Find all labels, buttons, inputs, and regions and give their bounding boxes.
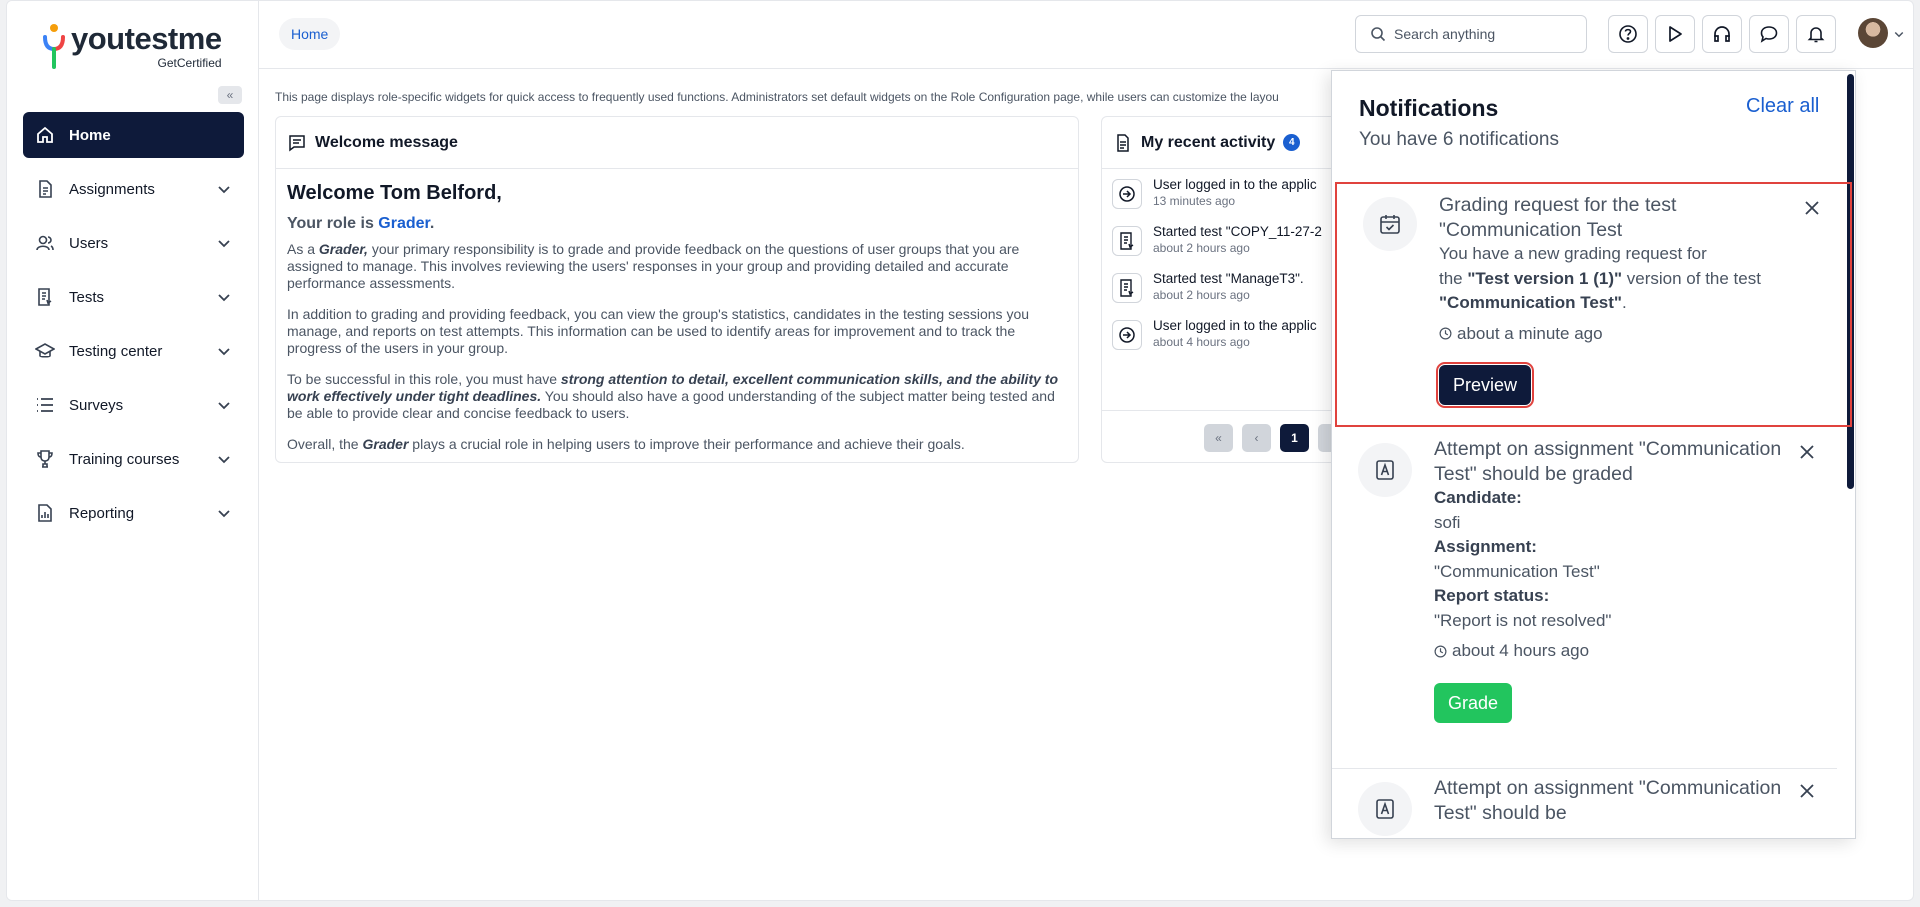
sidebar-item-label: Assignments <box>69 180 155 198</box>
notifications-panel <box>1331 70 1856 839</box>
clear-all-link[interactable]: Clear all <box>1746 95 1820 117</box>
document-icon <box>1114 134 1132 152</box>
clock-icon <box>1439 327 1452 340</box>
welcome-card <box>275 116 1079 463</box>
sidebar-item-label: Reporting <box>69 504 135 522</box>
sidebar-item-label: Testing center <box>69 342 163 360</box>
double-chevron-left-icon: « <box>226 88 234 102</box>
welcome-role <box>287 215 1067 232</box>
activity-time: about 4 hours ago <box>1153 335 1250 349</box>
activity-item[interactable] <box>1112 224 1350 271</box>
notification-heading: Grading request for the test "Communication Test <box>1439 194 1677 241</box>
activity-text: User logged in to the applic <box>1153 318 1317 333</box>
activity-list <box>1102 169 1360 365</box>
sidebar-item-training-courses[interactable] <box>23 436 244 482</box>
notification-line: You have a new grading request for <box>1439 244 1707 263</box>
welcome-paragraph-4 <box>287 436 1067 453</box>
sidebar-item-surveys[interactable] <box>23 382 244 428</box>
p3-emphasis: strong attention to detail, excellent communication skills, and the ability to work effectively under tight deadlines. <box>287 371 1058 404</box>
first-page-button[interactable]: « <box>1204 424 1233 452</box>
assignment-value: "Communication Test" <box>1434 561 1600 581</box>
activity-text: Started test "COPY_11-27-2 <box>1153 224 1322 239</box>
message-icon <box>288 134 306 152</box>
sidebar-item-tests[interactable] <box>23 274 244 320</box>
tests-icon <box>35 287 55 307</box>
login-icon <box>1112 320 1142 350</box>
sidebar-item-testing-center[interactable] <box>23 328 244 374</box>
p4-role: Grader <box>362 436 409 452</box>
activity-text: User logged in to the applic <box>1153 177 1317 192</box>
collapse-sidebar-button[interactable] <box>218 86 242 104</box>
chevron-down-icon <box>216 343 232 359</box>
activity-card-header <box>1102 117 1360 169</box>
activity-item[interactable] <box>1112 177 1350 224</box>
help-button[interactable] <box>1608 15 1648 53</box>
activity-text: Started test "ManageT3". <box>1153 271 1304 286</box>
recent-activity-card <box>1101 116 1361 463</box>
sidebar <box>7 1 259 900</box>
role-suffix: . <box>429 215 435 232</box>
chevron-down-icon <box>216 505 232 521</box>
sidebar-item-users[interactable] <box>23 220 244 266</box>
notifications-subtitle: You have 6 notifications <box>1359 129 1560 150</box>
welcome-paragraph-1 <box>287 241 1067 292</box>
chevron-down-icon <box>216 235 232 251</box>
logo[interactable] <box>41 23 222 71</box>
login-icon <box>1112 179 1142 209</box>
line2-a: the <box>1439 268 1468 288</box>
activity-card-title: My recent activity <box>1141 133 1276 151</box>
help-icon <box>1618 24 1638 44</box>
notifications-button[interactable] <box>1796 15 1836 53</box>
activity-count-badge: 4 <box>1283 134 1300 151</box>
notification-line <box>1439 291 1799 316</box>
welcome-card-title: Welcome message <box>315 133 458 151</box>
sidebar-item-label: Surveys <box>69 396 124 414</box>
report-status-value: "Report is not resolved" <box>1434 610 1612 630</box>
role-name: Grader <box>378 215 430 232</box>
welcome-body <box>276 169 1078 453</box>
chat-button[interactable] <box>1749 15 1789 53</box>
user-avatar[interactable] <box>1858 18 1888 48</box>
notification-time <box>1439 322 1799 347</box>
page-1-button[interactable]: 1 <box>1280 424 1309 452</box>
notification-item-attempt-2 <box>1332 768 1837 839</box>
bell-icon <box>1806 24 1826 44</box>
home-icon <box>35 125 55 145</box>
brand-you: you <box>71 21 125 56</box>
welcome-paragraph-2: In addition to grading and providing feedback, you can view the group's statistics, candidates in the testing sessions you manage, and reports on test attempts. This information can be used to identify areas for improvement and to track the progress of the users in your group. <box>287 306 1030 356</box>
p1-text-c: your primary responsibility is to grade and provide feedback on the questions of user groups that you are assigned to manage. This involves reviewing the users' responses in your group and providing detailed and accurate performance assessments. <box>287 241 1020 291</box>
brand-name <box>71 23 222 54</box>
trophy-icon <box>35 449 55 469</box>
testing-center-icon <box>35 341 55 361</box>
chevron-down-icon[interactable] <box>1893 28 1905 40</box>
assignment-a-icon <box>1358 443 1412 497</box>
activity-item[interactable] <box>1112 271 1350 318</box>
close-icon[interactable] <box>1802 198 1822 218</box>
surveys-icon <box>35 395 55 415</box>
test-name: "Communication Test" <box>1439 293 1622 312</box>
assignments-icon <box>35 179 55 199</box>
notification-body <box>1434 776 1794 825</box>
app-frame <box>6 0 1914 901</box>
logo-mark-icon <box>41 23 67 71</box>
sidebar-nav <box>23 112 244 544</box>
activity-time: about 2 hours ago <box>1153 241 1250 255</box>
p4-text-c: plays a crucial role in helping users to improve their performance and achieve their goals. <box>408 436 965 452</box>
close-icon[interactable] <box>1797 781 1817 801</box>
reporting-icon <box>35 503 55 523</box>
notification-time-text: about a minute ago <box>1457 323 1603 343</box>
notification-heading: Attempt on assignment "Communication Test" should be <box>1434 777 1782 824</box>
notification-time <box>1434 639 1794 664</box>
sidebar-item-home[interactable] <box>23 112 244 158</box>
role-prefix: Your role is <box>287 215 379 232</box>
prev-page-button[interactable]: ‹ <box>1242 424 1271 452</box>
calendar-check-icon <box>1363 197 1417 251</box>
users-icon <box>35 233 55 253</box>
p1-role: Grader, <box>318 241 368 257</box>
p4-text-a: Overall, the <box>287 436 363 452</box>
play-button[interactable] <box>1655 15 1695 53</box>
search-box[interactable] <box>1355 15 1587 53</box>
line2-c: version of the test <box>1622 268 1761 288</box>
clock-icon <box>1434 645 1447 658</box>
notification-line <box>1439 267 1799 292</box>
p3-text-c: You should also have a good understanding of the subject matter being tested and be able to provide clear and concise feedback to users. <box>287 388 1055 421</box>
sidebar-item-label: Users <box>69 234 109 252</box>
search-icon <box>1370 26 1386 42</box>
report-status-label: Report status: <box>1434 586 1550 605</box>
p3-text-a: To be successful in this role, you must have <box>287 371 561 387</box>
welcome-paragraph-3 <box>287 371 1067 422</box>
candidate-value: sofi <box>1434 512 1461 532</box>
activity-time: about 2 hours ago <box>1153 288 1250 302</box>
grade-button[interactable]: Grade <box>1434 683 1512 723</box>
sidebar-item-assignments[interactable] <box>23 166 244 212</box>
assignment-a-icon <box>1358 782 1412 836</box>
test-doc-icon <box>1112 226 1142 256</box>
chevron-down-icon <box>216 289 232 305</box>
notification-time-text: about 4 hours ago <box>1452 641 1590 660</box>
preview-button[interactable]: Preview <box>1439 365 1531 405</box>
welcome-card-header <box>276 117 1078 169</box>
top-header <box>259 1 1913 69</box>
notification-body <box>1439 193 1799 405</box>
chat-icon <box>1759 24 1779 44</box>
search-input[interactable] <box>1394 26 1574 42</box>
welcome-greeting: Welcome Tom Belford, <box>287 182 502 204</box>
activity-item[interactable] <box>1112 318 1350 365</box>
chevron-down-icon <box>216 451 232 467</box>
brand-tagline: GetCertified <box>157 56 222 70</box>
page-description: This page displays role-specific widgets for quick access to frequently used functions. Administrators set default widgets on the Role Configuration page, while users can customize the layou <box>275 90 1279 104</box>
assignment-label: Assignment: <box>1434 537 1537 556</box>
chevron-down-icon <box>216 397 232 413</box>
activity-time: 13 minutes ago <box>1153 194 1236 208</box>
sidebar-item-label: Training courses <box>69 450 180 468</box>
brand-me: me <box>177 21 222 56</box>
notification-item-grading-request <box>1335 182 1852 427</box>
headphones-icon <box>1712 24 1732 44</box>
line3-end: . <box>1621 293 1627 312</box>
test-version-name: "Test version 1 (1)" <box>1467 268 1623 288</box>
brand-test: test <box>124 21 178 56</box>
test-doc-icon <box>1112 273 1142 303</box>
candidate-label: Candidate: <box>1434 488 1522 507</box>
support-button[interactable] <box>1702 15 1742 53</box>
notification-heading: Attempt on assignment "Communication Test" should be graded <box>1434 438 1782 485</box>
sidebar-item-reporting[interactable] <box>23 490 244 536</box>
close-icon[interactable] <box>1797 442 1817 462</box>
chevron-down-icon <box>216 181 232 197</box>
breadcrumb-home[interactable]: Home <box>279 18 340 50</box>
notification-body <box>1434 437 1794 723</box>
sidebar-item-label: Tests <box>69 288 105 306</box>
sidebar-item-label: Home <box>69 126 111 144</box>
p1-text-a: As a <box>287 241 319 257</box>
notifications-title: Notifications <box>1359 95 1499 121</box>
play-icon <box>1665 24 1685 44</box>
activity-pagination <box>1102 410 1360 463</box>
